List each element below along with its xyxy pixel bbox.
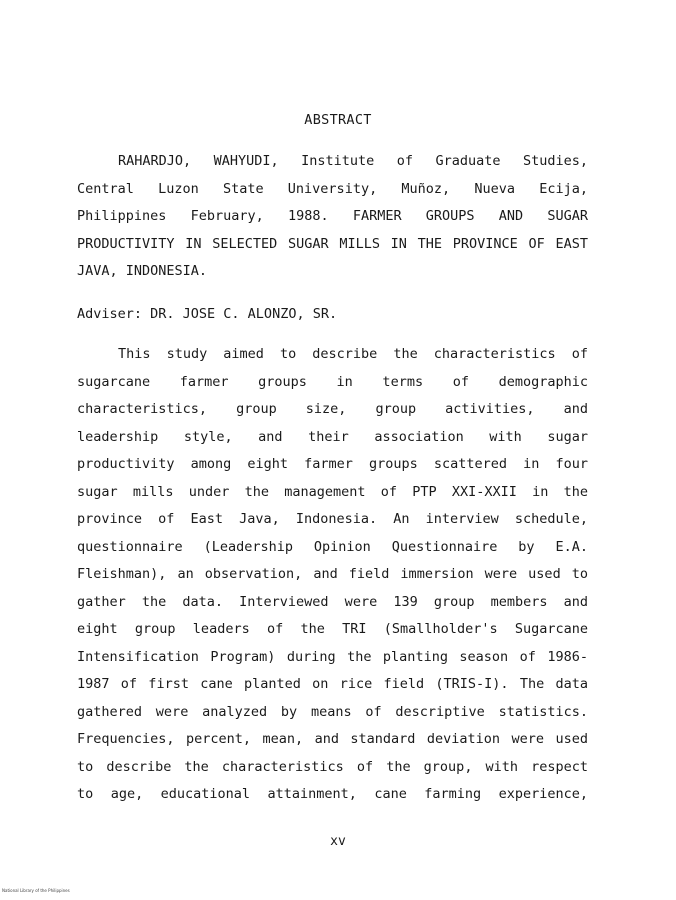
body-line: leadership style, and their association with sugar: [77, 429, 588, 445]
author-line: RAHARDJO, WAHYUDI, Institute of Graduate Studies,: [118, 153, 588, 169]
body-line: This study aimed to describe the characteristics of: [118, 346, 588, 362]
adviser-line: Adviser: DR. JOSE C. ALONZO, SR.: [77, 306, 338, 322]
body-line: characteristics, group size, group activities, and: [77, 401, 588, 417]
body-line: questionnaire (Leadership Opinion Questionnaire by E.A.: [77, 539, 588, 555]
body-line: Frequencies, percent, mean, and standard deviation were used: [77, 731, 588, 747]
body-line: productivity among eight farmer groups scattered in four: [77, 456, 588, 472]
author-line: PRODUCTIVITY IN SELECTED SUGAR MILLS IN THE PROVINCE OF EAST: [77, 236, 588, 252]
body-line: Intensification Program) during the planting season of 1986-: [77, 649, 588, 665]
author-line: JAVA, INDONESIA.: [77, 263, 208, 279]
library-footer: National Library of the Philippines: [2, 888, 70, 893]
author-line: Central Luzon State University, Muñoz, Nueva Ecija,: [77, 181, 588, 197]
page-number: xv: [330, 834, 346, 849]
body-line: sugar mills under the management of PTP XXI-XXII in the: [77, 484, 588, 500]
body-line: gather the data. Interviewed were 139 group members and: [77, 594, 588, 610]
body-line: sugarcane farmer groups in terms of demographic: [77, 374, 588, 390]
body-line: 1987 of first cane planted on rice field (TRIS-I). The data: [77, 676, 588, 692]
body-line: province of East Java, Indonesia. An interview schedule,: [77, 511, 588, 527]
body-line: to age, educational attainment, cane farming experience,: [77, 786, 588, 802]
body-line: gathered were analyzed by means of descriptive statistics.: [77, 704, 588, 720]
author-line: Philippines February, 1988. FARMER GROUPS AND SUGAR: [77, 208, 588, 224]
body-line: eight group leaders of the TRI (Smallholder's Sugarcane: [77, 621, 588, 637]
body-line: Fleishman), an observation, and field immersion were used to: [77, 566, 588, 582]
abstract-heading: ABSTRACT: [304, 112, 372, 128]
body-line: to describe the characteristics of the group, with respect: [77, 759, 588, 775]
